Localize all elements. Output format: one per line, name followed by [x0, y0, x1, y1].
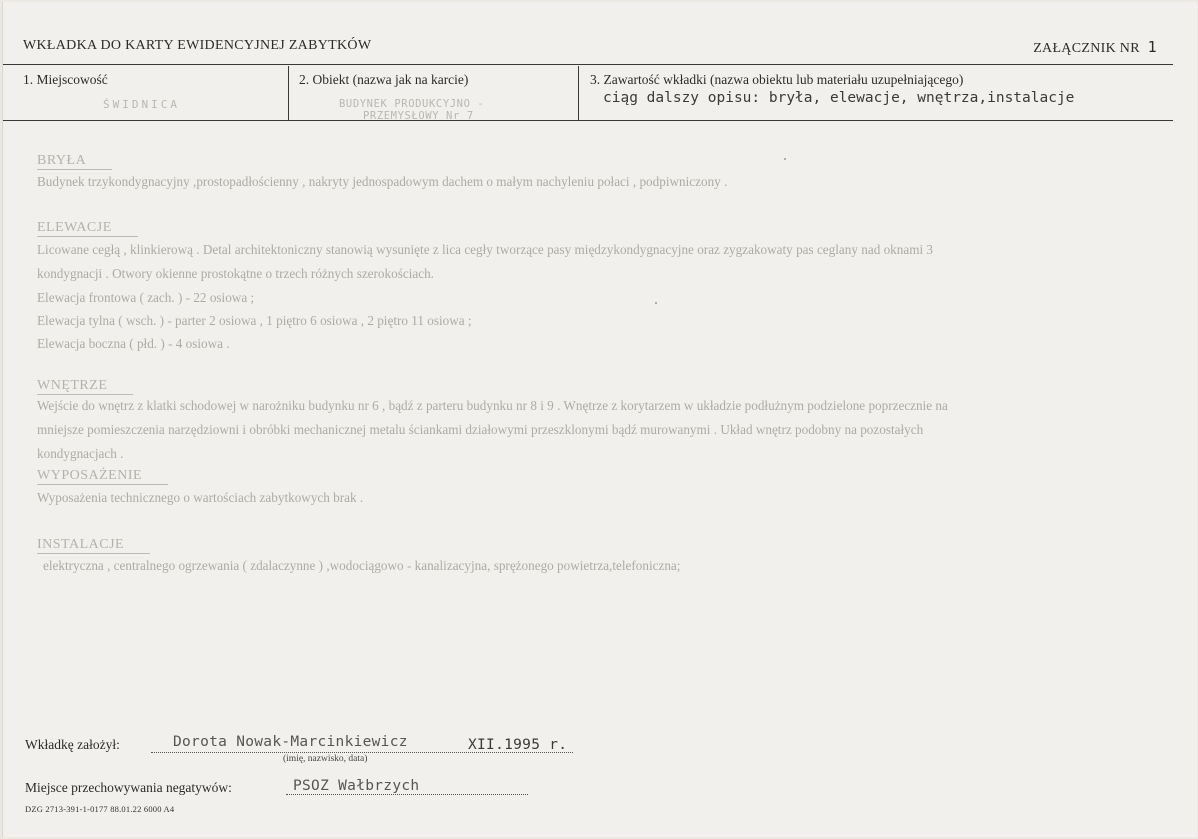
section-wyposazenie-line: Wyposażenia technicznego o wartościach zabytkowych brak .	[37, 490, 364, 505]
annex-label-text: ZAŁĄCZNIK NR	[1033, 41, 1140, 56]
section-elewacje-line: Licowane cegłą , klinkierową . Detal architektoniczny stanowią wysunięte z lica cegły tworzące pasy międzykondygnacyjne oraz zygzakowaty pas ceglany nad oknami 3	[37, 242, 934, 257]
author-date: XII.1995 r.	[468, 737, 568, 753]
speck	[655, 302, 657, 304]
document-title: WKŁADKA DO KARTY EWIDENCYJNEJ ZABYTKÓW	[23, 38, 372, 53]
author-value: Dorota Nowak-Marcinkiewicz	[173, 734, 408, 750]
section-elewacje-line: kondygnacji . Otwory okienne prostokątne o trzech różnych szerokościach.	[37, 266, 434, 281]
header-rule-bottom	[3, 120, 1173, 121]
box2-label: 2. Obiekt (nazwa jak na karcie)	[299, 72, 469, 87]
section-elewacje-line: Elewacja boczna ( płd. ) - 4 osiowa .	[37, 336, 230, 351]
section-instalacje-line: elektryczna , centralnego ogrzewania ( zdalaczynne ) ,wodociągowo - kanalizacyjna, sprężonego powietrza,telefoniczna;	[43, 558, 681, 573]
negatives-label: Miejsce przechowywania negatywów:	[25, 780, 232, 795]
box1-value: ŚWIDNICA	[103, 98, 180, 111]
negatives-dotted-line	[286, 794, 528, 795]
header-rule-top	[3, 64, 1173, 65]
box2-value-line1: BUDYNEK PRODUKCYJNO -	[339, 98, 485, 110]
section-wnetrze-line: mniejsze pomieszczenia narzędziowni i obróbki mechanicznej metalu ściankami działowymi przeszklonymi bądź murowanymi . Układ wnętrz podobny na pozostałych	[37, 422, 924, 437]
negatives-value: PSOZ Wałbrzych	[293, 778, 420, 794]
box1-label: 1. Miejscowość	[23, 72, 108, 87]
section-elewacje-line: Elewacja tylna ( wsch. ) - parter 2 osiowa , 1 piętro 6 osiowa , 2 piętro 11 osiowa ;	[37, 313, 472, 328]
section-wnetrze-line: Wejście do wnętrz z klatki schodowej w narożniku budynku nr 6 , bądź z parteru budynku nr 8 i 9 . Wnętrze z korytarzem w układzie podłużnym podzielone poprzecznie na	[37, 398, 948, 413]
speck	[784, 158, 786, 160]
author-label: Wkładkę założył:	[25, 737, 120, 752]
box3-value: ciąg dalszy opisu: bryła, elewacje, wnętrza,instalacje	[603, 90, 1075, 106]
section-heading-elewacje: ELEWACJE	[37, 220, 138, 237]
section-elewacje-line: Elewacja frontowa ( zach. ) - 22 osiowa ;	[37, 290, 255, 305]
box2-value-line2: PRZEMYSŁOWY Nr 7	[363, 110, 474, 120]
section-bryla-line: Budynek trzykondygnacyjny ,prostopadłościenny , nakryty jednospadowym dachem o małym nachyleniu połaci , podpiwniczony .	[37, 174, 728, 189]
form-identifier: DZG 2713-391-1-0177 88.01.22 6000 A4	[25, 804, 175, 814]
section-wnetrze-line: kondygnacjach .	[37, 446, 124, 461]
section-heading-wnetrze: WNĘTRZE	[37, 378, 133, 395]
author-caption: (imię, nazwisko, data)	[283, 754, 368, 764]
box2-value-line2-clip	[363, 110, 543, 120]
annex-number: 1	[1147, 38, 1157, 56]
document-card	[2, 2, 1197, 837]
box3-label: 3. Zawartość wkładki (nazwa obiektu lub materiału uzupełniającego)	[590, 72, 964, 87]
section-heading-instalacje: INSTALACJE	[37, 537, 150, 554]
annex-label	[1033, 38, 1157, 57]
section-heading-bryla: BRYŁA	[37, 153, 112, 170]
section-heading-wyposazenie: WYPOSAŻENIE	[37, 468, 168, 485]
box-divider-1	[288, 66, 289, 121]
box-divider-2	[578, 66, 579, 121]
